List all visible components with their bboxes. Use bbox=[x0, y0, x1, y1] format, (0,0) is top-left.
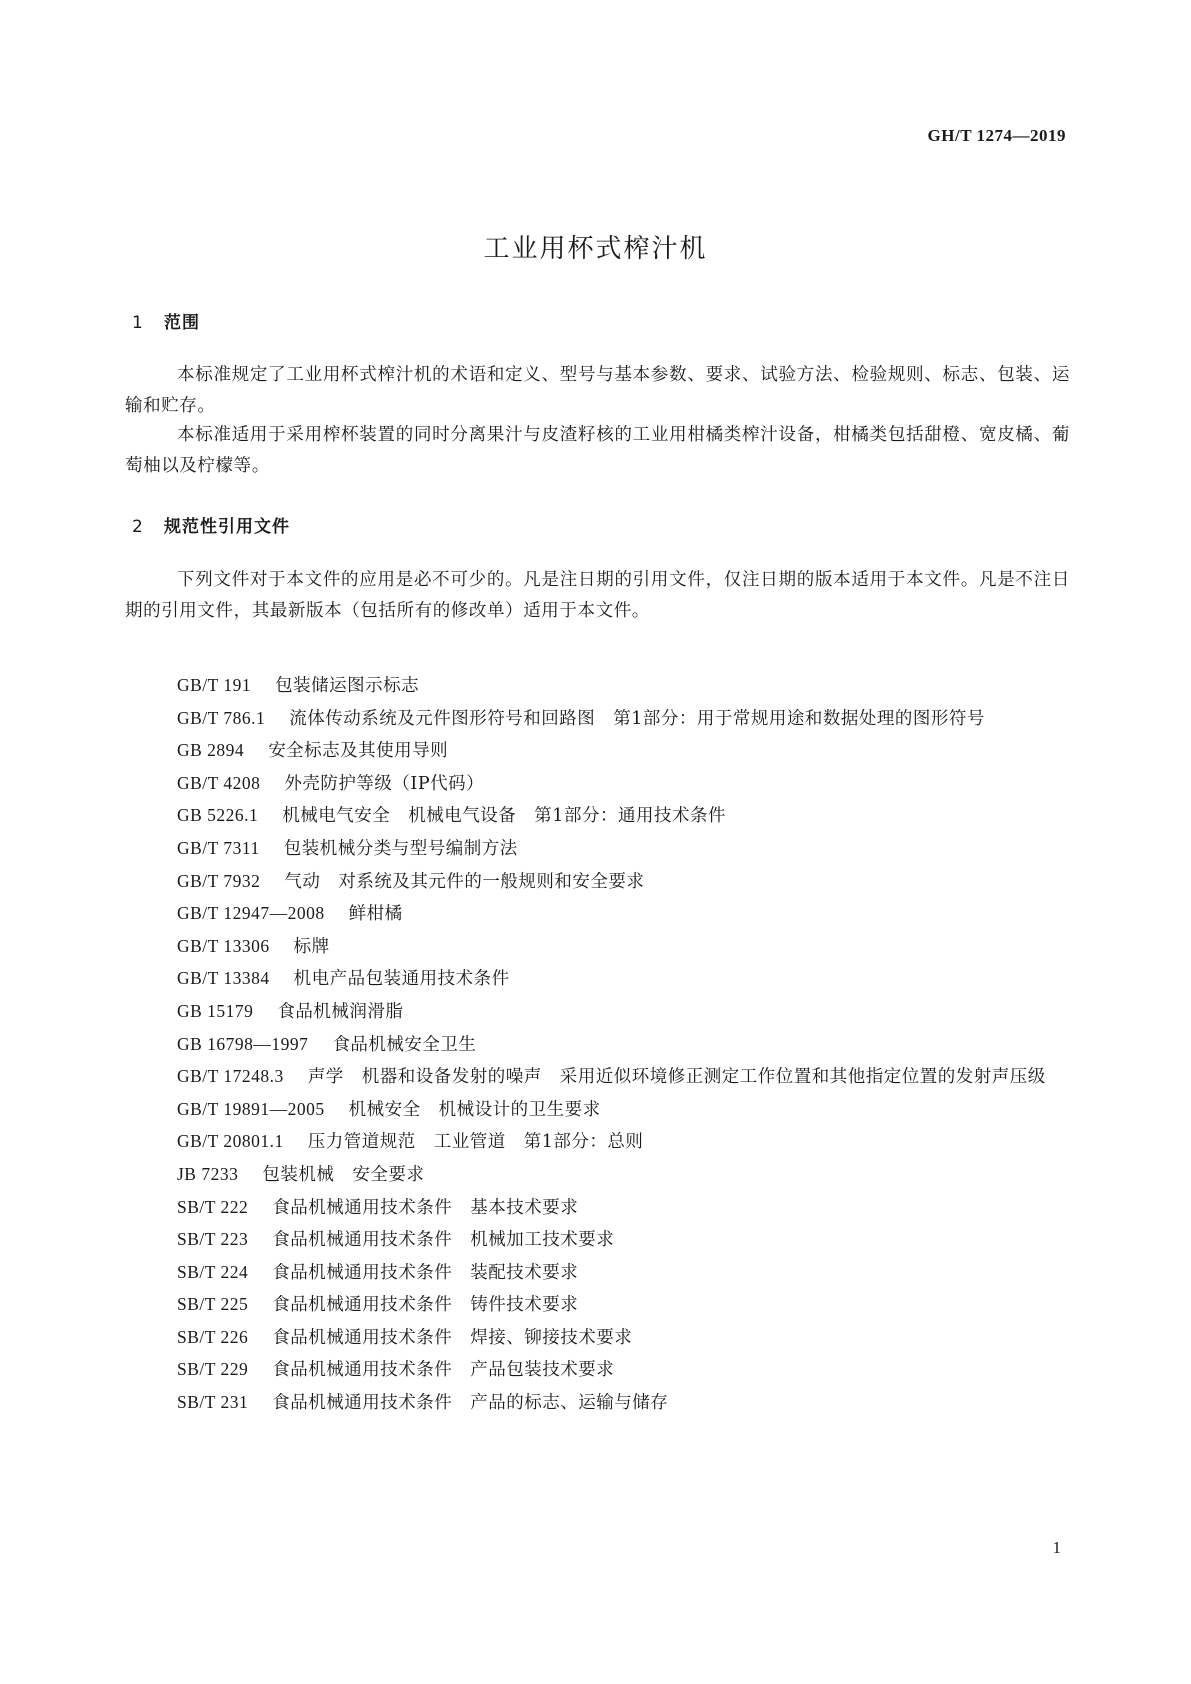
reference-code: SB/T 231 bbox=[177, 1392, 249, 1413]
reference-code: GB/T 7932 bbox=[177, 870, 261, 891]
reference-title: 标牌 bbox=[293, 936, 330, 957]
reference-item bbox=[125, 1387, 1070, 1420]
reference-code: GB 15179 bbox=[177, 1000, 254, 1021]
reference-list bbox=[125, 670, 1070, 1420]
reference-code: GB/T 12947—2008 bbox=[177, 903, 325, 924]
reference-code: SB/T 224 bbox=[177, 1261, 249, 1282]
reference-title: 食品机械通用技术条件 机械加工技术要求 bbox=[272, 1230, 615, 1251]
reference-item bbox=[125, 735, 1070, 768]
section-title: 规范性引用文件 bbox=[164, 517, 290, 537]
page-number: 1 bbox=[1052, 1538, 1061, 1557]
reference-title: 包装机械分类与型号编制方法 bbox=[283, 838, 518, 859]
reference-item bbox=[125, 1159, 1070, 1192]
reference-item bbox=[125, 1289, 1070, 1322]
reference-item bbox=[125, 768, 1070, 801]
reference-title: 食品机械通用技术条件 焊接、铆接技术要求 bbox=[272, 1327, 633, 1348]
scope-paragraph-2: 本标准适用于采用榨杯装置的同时分离果汁与皮渣籽核的工业用柑橘类榨汁设备，柑橘类包括甜橙、宽皮橘、葡萄柚以及柠檬等。 bbox=[125, 425, 1070, 476]
standard-code: GH/T 1274—2019 bbox=[927, 126, 1066, 145]
reference-item bbox=[125, 800, 1070, 833]
reference-title: 食品机械安全卫生 bbox=[332, 1034, 477, 1055]
section-1-heading bbox=[132, 308, 200, 333]
reference-title: 声学 机器和设备发射的噪声 采用近似环境修正测定工作位置和其他指定位置的发射声压级 bbox=[307, 1067, 1046, 1088]
reference-title: 食品机械通用技术条件 装配技术要求 bbox=[272, 1262, 579, 1283]
reference-item bbox=[125, 670, 1070, 703]
reference-code: GB 5226.1 bbox=[177, 805, 259, 826]
reference-title: 食品机械通用技术条件 产品包装技术要求 bbox=[272, 1360, 615, 1381]
normative-references-intro: 下列文件对于本文件的应用是必不可少的。凡是注日期的引用文件，仅注日期的版本适用于本文件。凡是不注日期的引用文件，其最新版本（包括所有的修改单）适用于本文件。 bbox=[125, 570, 1070, 621]
reference-item bbox=[125, 931, 1070, 964]
reference-code: JB 7233 bbox=[177, 1163, 239, 1184]
reference-item bbox=[125, 1192, 1070, 1225]
reference-code: GB/T 20801.1 bbox=[177, 1131, 284, 1152]
reference-code: GB 16798—1997 bbox=[177, 1033, 309, 1054]
section-title: 范围 bbox=[164, 313, 200, 333]
reference-item bbox=[125, 963, 1070, 996]
reference-title: 流体传动系统及元件图形符号和回路图 第1部分：用于常规用途和数据处理的图形符号 bbox=[289, 708, 985, 729]
reference-code: GB/T 13384 bbox=[177, 968, 270, 989]
reference-title: 机电产品包装通用技术条件 bbox=[293, 969, 510, 990]
reference-title: 机械电气安全 机械电气设备 第1部分：通用技术条件 bbox=[282, 806, 726, 827]
section-2-heading bbox=[132, 512, 290, 537]
reference-item bbox=[125, 898, 1070, 931]
reference-item bbox=[125, 1354, 1070, 1387]
reference-code: SB/T 223 bbox=[177, 1229, 249, 1250]
reference-item bbox=[125, 703, 1070, 736]
reference-item bbox=[125, 1094, 1070, 1127]
reference-code: SB/T 229 bbox=[177, 1359, 249, 1380]
section-number: 2 bbox=[132, 517, 143, 537]
reference-code: GB/T 4208 bbox=[177, 772, 261, 793]
document-title: 工业用杯式榨汁机 bbox=[483, 234, 708, 264]
reference-item bbox=[125, 1061, 1070, 1094]
reference-title: 鲜柑橘 bbox=[348, 904, 403, 925]
reference-title: 食品机械通用技术条件 铸件技术要求 bbox=[272, 1295, 579, 1316]
reference-code: GB/T 786.1 bbox=[177, 707, 266, 728]
reference-title: 压力管道规范 工业管道 第1部分：总则 bbox=[307, 1132, 644, 1153]
reference-item bbox=[125, 833, 1070, 866]
reference-item bbox=[125, 996, 1070, 1029]
scope-paragraph-1: 本标准规定了工业用杯式榨汁机的术语和定义、型号与基本参数、要求、试验方法、检验规则、标志、包装、运输和贮存。 bbox=[125, 365, 1070, 416]
reference-title: 包装机械 安全要求 bbox=[262, 1164, 425, 1185]
reference-item bbox=[125, 1224, 1070, 1257]
reference-title: 机械安全 机械设计的卫生要求 bbox=[348, 1099, 601, 1120]
reference-code: SB/T 225 bbox=[177, 1294, 249, 1315]
reference-title: 气动 对系统及其元件的一般规则和安全要求 bbox=[284, 871, 645, 892]
reference-code: GB/T 191 bbox=[177, 675, 252, 695]
reference-title: 包装储运图示标志 bbox=[275, 676, 420, 696]
reference-code: SB/T 222 bbox=[177, 1196, 249, 1217]
reference-code: GB 2894 bbox=[177, 740, 245, 761]
reference-item bbox=[125, 1257, 1070, 1290]
reference-item bbox=[125, 1322, 1070, 1355]
reference-title: 食品机械通用技术条件 基本技术要求 bbox=[272, 1197, 579, 1218]
reference-item bbox=[125, 866, 1070, 899]
reference-code: GB/T 17248.3 bbox=[177, 1066, 284, 1087]
reference-code: GB/T 19891—2005 bbox=[177, 1098, 325, 1119]
reference-title: 食品机械通用技术条件 产品的标志、运输与储存 bbox=[272, 1393, 669, 1414]
reference-title: 安全标志及其使用导则 bbox=[268, 741, 449, 762]
reference-item bbox=[125, 1126, 1070, 1159]
section-number: 1 bbox=[132, 313, 143, 333]
reference-code: GB/T 7311 bbox=[177, 837, 260, 858]
reference-title: 食品机械润滑脂 bbox=[277, 1001, 404, 1022]
reference-code: SB/T 226 bbox=[177, 1326, 249, 1347]
reference-code: GB/T 13306 bbox=[177, 935, 270, 956]
reference-title: 外壳防护等级（IP代码） bbox=[284, 773, 485, 794]
reference-item bbox=[125, 1029, 1070, 1062]
